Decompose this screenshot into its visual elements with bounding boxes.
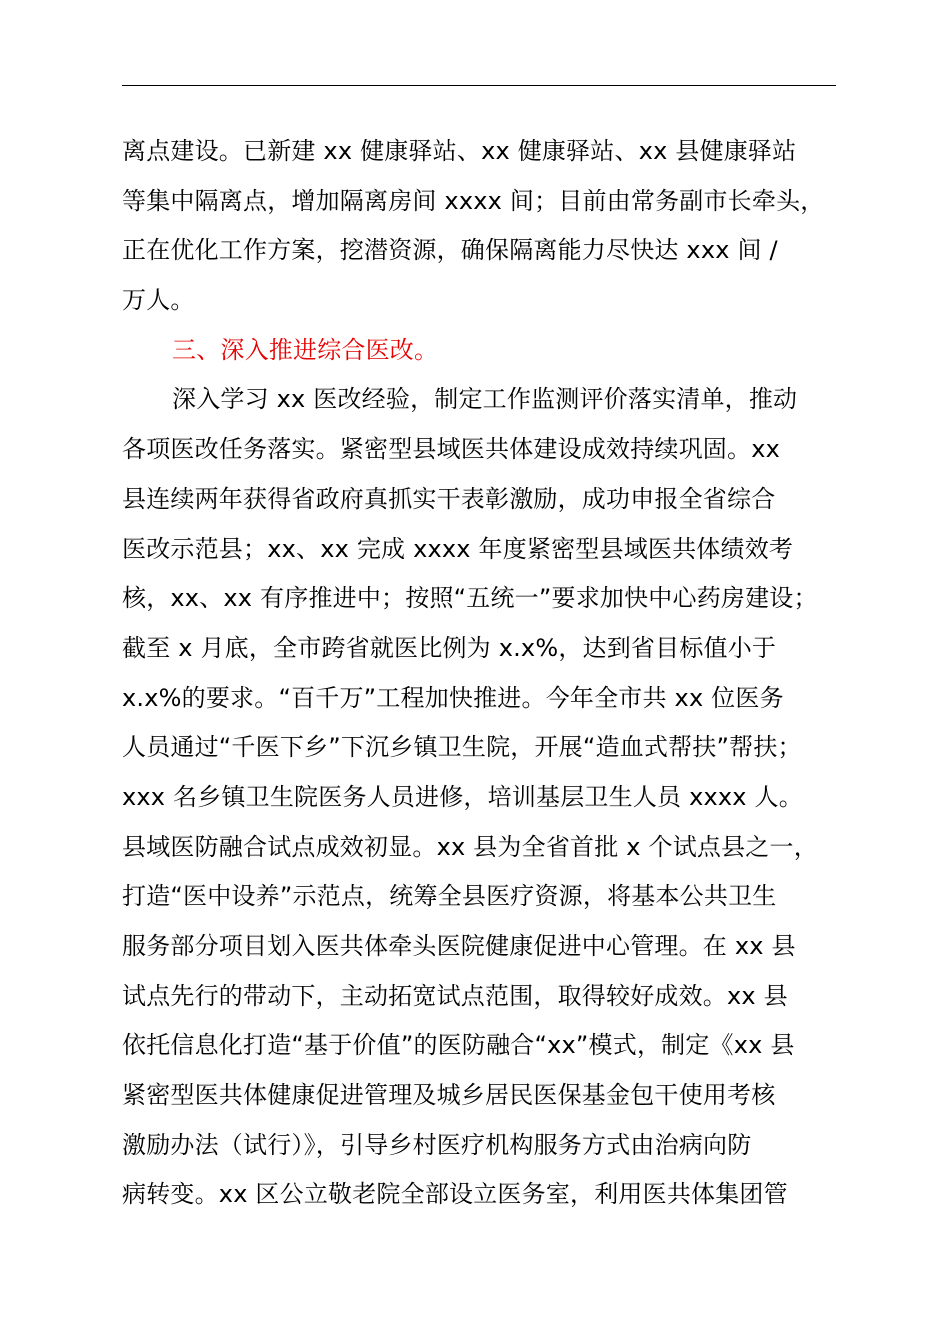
text-line: 离点建设。已新建 xx 健康驿站、xx 健康驿站、xx 县健康驿站: [122, 137, 797, 165]
text-line: x.x%的要求。“百千万”工程加快推进。今年全市共 xx 位医务: [122, 683, 784, 712]
section-heading: 三、深入推进综合医改。: [172, 335, 439, 364]
text-line: 人员通过“千医下乡”下沉乡镇卫生院，开展“造血式帮扶”帮扶；: [122, 733, 802, 762]
text-line: 医改示范县；xx、xx 完成 xxxx 年度紧密型县域医共体绩效考: [122, 534, 794, 563]
text-line: 等集中隔离点，增加隔离房间 xxxx 间；目前由常务副市长牵头，: [122, 186, 825, 215]
text-line: 紧密型医共体健康促进管理及城乡居民医保基金包干使用考核: [122, 1081, 776, 1110]
text-line: 万人。: [122, 286, 195, 315]
text-line: 县连续两年获得省政府真抓实干表彰激励，成功申报全省综合: [122, 484, 776, 513]
text-line: 截至 x 月底，全市跨省就医比例为 x.x%，达到省目标值小于: [122, 633, 777, 662]
document-body: [122, 127, 862, 1220]
text-line: 激励办法（试行）》，引导乡村医疗机构服务方式由治病向防: [122, 1130, 752, 1159]
text-line: 正在优化工作方案，挖潜资源，确保隔离能力尽快达 xxx 间 /: [122, 236, 778, 265]
text-line: xxx 名乡镇卫生院医务人员进修，培训基层卫生人员 xxxx 人。: [122, 782, 803, 811]
text-line: 服务部分项目划入医共体牵头医院健康促进中心管理。在 xx 县: [122, 932, 796, 960]
text-line: 病转变。xx 区公立敬老院全部设立医务室，利用医共体集团管: [122, 1180, 788, 1209]
text-line: 试点先行的带动下，主动拓宽试点范围，取得较好成效。xx 县: [122, 981, 788, 1010]
text-line: 打造“医中设养”示范点，统筹全县医疗资源，将基本公共卫生: [122, 882, 777, 911]
text-line: 依托信息化打造“基于价值”的医防融合“xx”模式，制定《xx 县: [122, 1031, 795, 1060]
text-line: 核，xx、xx 有序推进中；按照“五统一”要求加快中心药房建设；: [122, 584, 818, 613]
text-line: 各项医改任务落实。紧密型县域医共体建设成效持续巩固。xx: [122, 435, 781, 464]
header-rule: [122, 85, 836, 86]
text-line: 深入学习 xx 医改经验，制定工作监测评价落实清单，推动: [172, 385, 798, 414]
text-line: 县域医防融合试点成效初显。xx 县为全省首批 x 个试点县之一，: [122, 832, 818, 861]
